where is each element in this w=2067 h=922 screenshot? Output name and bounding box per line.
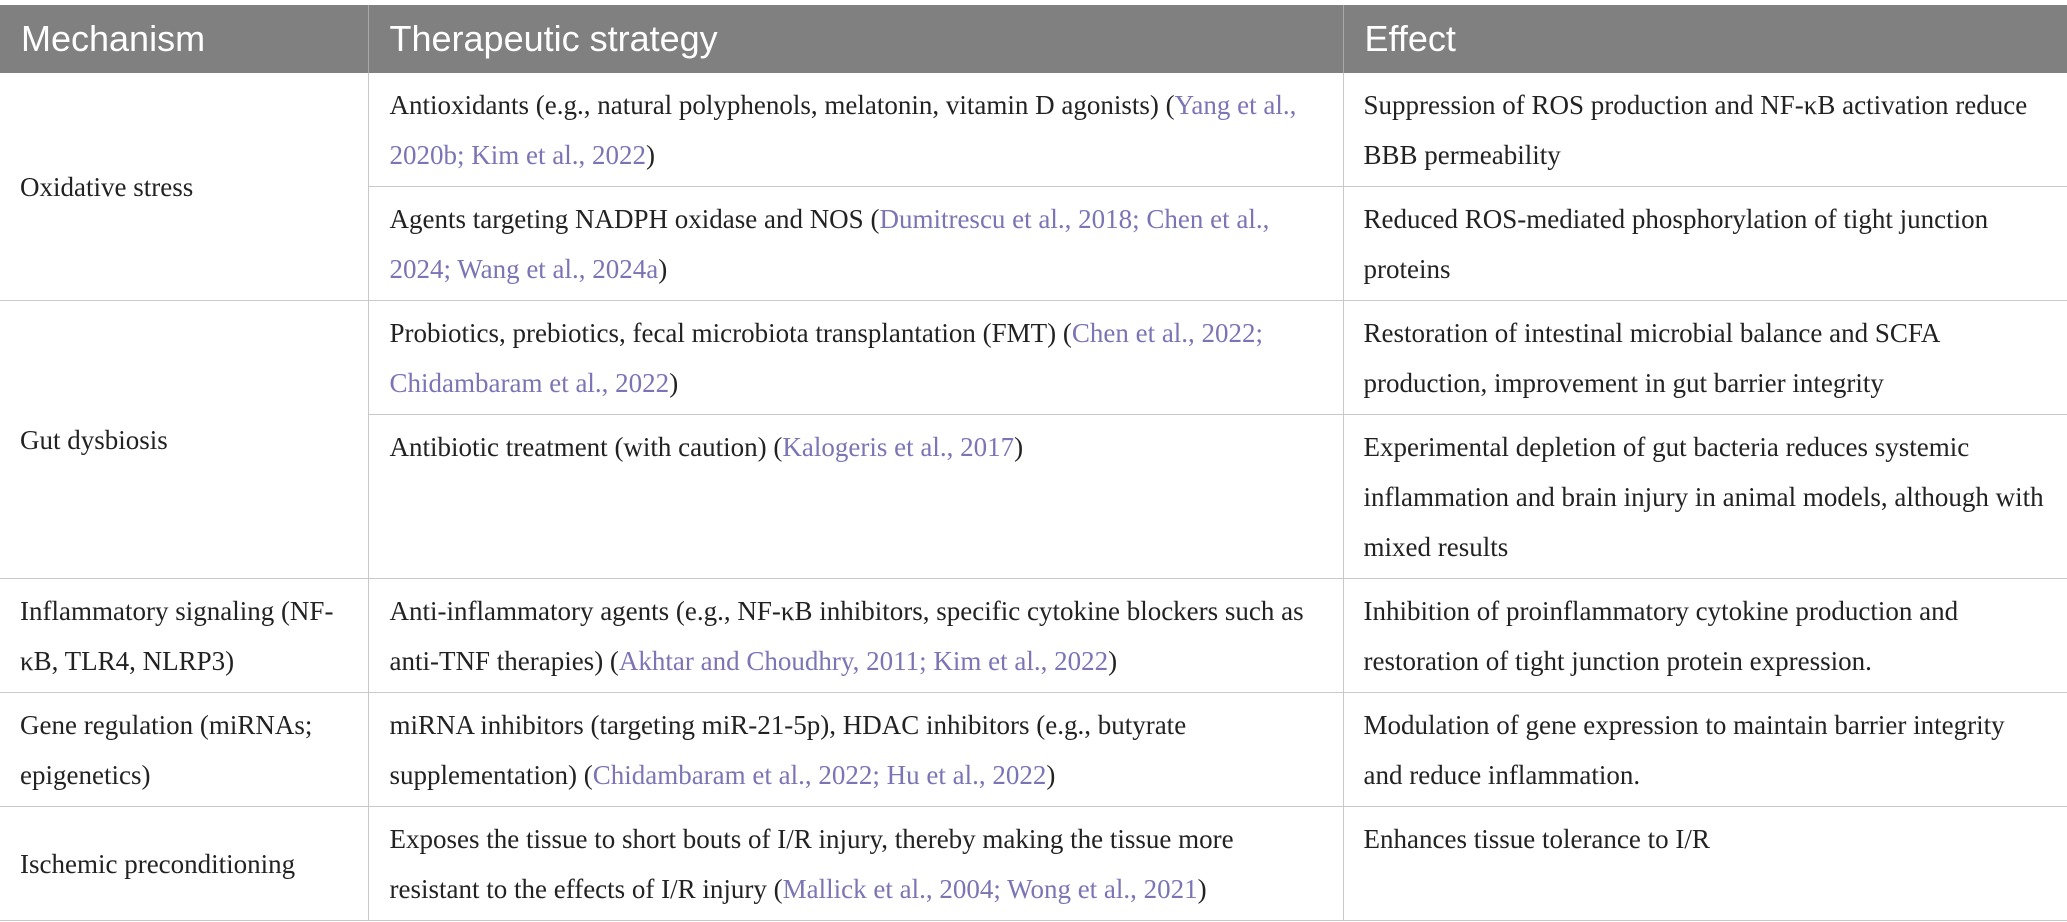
strategy-close: ): [1108, 646, 1118, 676]
mechanism-cell: Gut dysbiosis: [0, 301, 368, 579]
effect-cell: Reduced ROS-mediated phosphorylation of tight junction proteins: [1343, 187, 2067, 301]
table-row: [0, 807, 2067, 921]
citation-link[interactable]: Dumitrescu et al., 2018; Chen et al., 2024; Wang et al., 2024a: [389, 204, 1270, 284]
effect-cell: Experimental depletion of gut bacteria reduces systemic inflammation and brain injury in animal models, although with mixed results: [1343, 415, 2067, 579]
mechanism-cell: Gene regulation (miRNAs; epigenetics): [0, 693, 368, 807]
strategy-text: Antioxidants (e.g., natural polyphenols, melatonin, vitamin D agonists) (: [389, 90, 1175, 120]
strategy-close: ): [658, 254, 668, 284]
strategy-close: ): [645, 140, 655, 170]
citation-link[interactable]: Chidambaram et al., 2022; Hu et al., 2022: [592, 760, 1047, 790]
header-therapeutic-strategy: Therapeutic strategy: [368, 5, 1343, 73]
strategy-text: Anti-inflammatory agents (e.g., NF-κB inhibitors, specific cytokine blockers such as anti-TNF therapies) (: [389, 596, 1304, 676]
table-row: [0, 693, 2067, 807]
strategy-cell: [368, 73, 1343, 187]
citation-link[interactable]: Mallick et al., 2004; Wong et al., 2021: [782, 874, 1198, 904]
strategy-cell: [368, 187, 1343, 301]
effect-cell: Restoration of intestinal microbial balance and SCFA production, improvement in gut barrier integrity: [1343, 301, 2067, 415]
effect-cell: Inhibition of proinflammatory cytokine production and restoration of tight junction protein expression.: [1343, 579, 2067, 693]
header-effect: Effect: [1343, 5, 2067, 73]
strategy-cell: [368, 301, 1343, 415]
strategy-cell: [368, 579, 1343, 693]
therapeutic-strategies-table: [0, 5, 2067, 921]
header-mechanism: Mechanism: [0, 5, 368, 73]
strategy-text: Antibiotic treatment (with caution) (: [389, 432, 783, 462]
strategy-text: miRNA inhibitors (targeting miR-21-5p), HDAC inhibitors (e.g., butyrate supplementation) (: [389, 710, 1187, 790]
header-row: [0, 5, 2067, 73]
strategy-cell: [368, 807, 1343, 921]
effect-cell: Suppression of ROS production and NF-κB activation reduce BBB permeability: [1343, 73, 2067, 187]
citation-link[interactable]: Kalogeris et al., 2017: [782, 432, 1015, 462]
table-row: [0, 579, 2067, 693]
therapeutic-strategies-table-container: [0, 5, 2067, 921]
effect-cell: Enhances tissue tolerance to I/R: [1343, 807, 2067, 921]
strategy-cell: [368, 693, 1343, 807]
table-row: [0, 301, 2067, 415]
citation-link[interactable]: Yang et al., 2020b; Kim et al., 2022: [389, 90, 1297, 170]
mechanism-cell: Ischemic preconditioning: [0, 807, 368, 921]
citation-link[interactable]: Chen et al., 2022; Chidambaram et al., 2022: [389, 318, 1264, 398]
mechanism-cell: Oxidative stress: [0, 73, 368, 301]
table-row: [0, 73, 2067, 187]
strategy-text: Probiotics, prebiotics, fecal microbiota transplantation (FMT) (: [389, 318, 1072, 348]
strategy-text: Agents targeting NADPH oxidase and NOS (: [389, 204, 880, 234]
strategy-text: Exposes the tissue to short bouts of I/R injury, thereby making the tissue more resistant to the effects of I/R injury (: [389, 824, 1234, 904]
strategy-cell: [368, 415, 1343, 579]
effect-cell: Modulation of gene expression to maintain barrier integrity and reduce inflammation.: [1343, 693, 2067, 807]
strategy-close: ): [1046, 760, 1056, 790]
mechanism-cell: Inflammatory signaling (NF-κB, TLR4, NLRP3): [0, 579, 368, 693]
strategy-close: ): [1197, 874, 1207, 904]
strategy-close: ): [669, 368, 679, 398]
citation-link[interactable]: Akhtar and Choudhry, 2011; Kim et al., 2022: [618, 646, 1109, 676]
strategy-close: ): [1014, 432, 1024, 462]
